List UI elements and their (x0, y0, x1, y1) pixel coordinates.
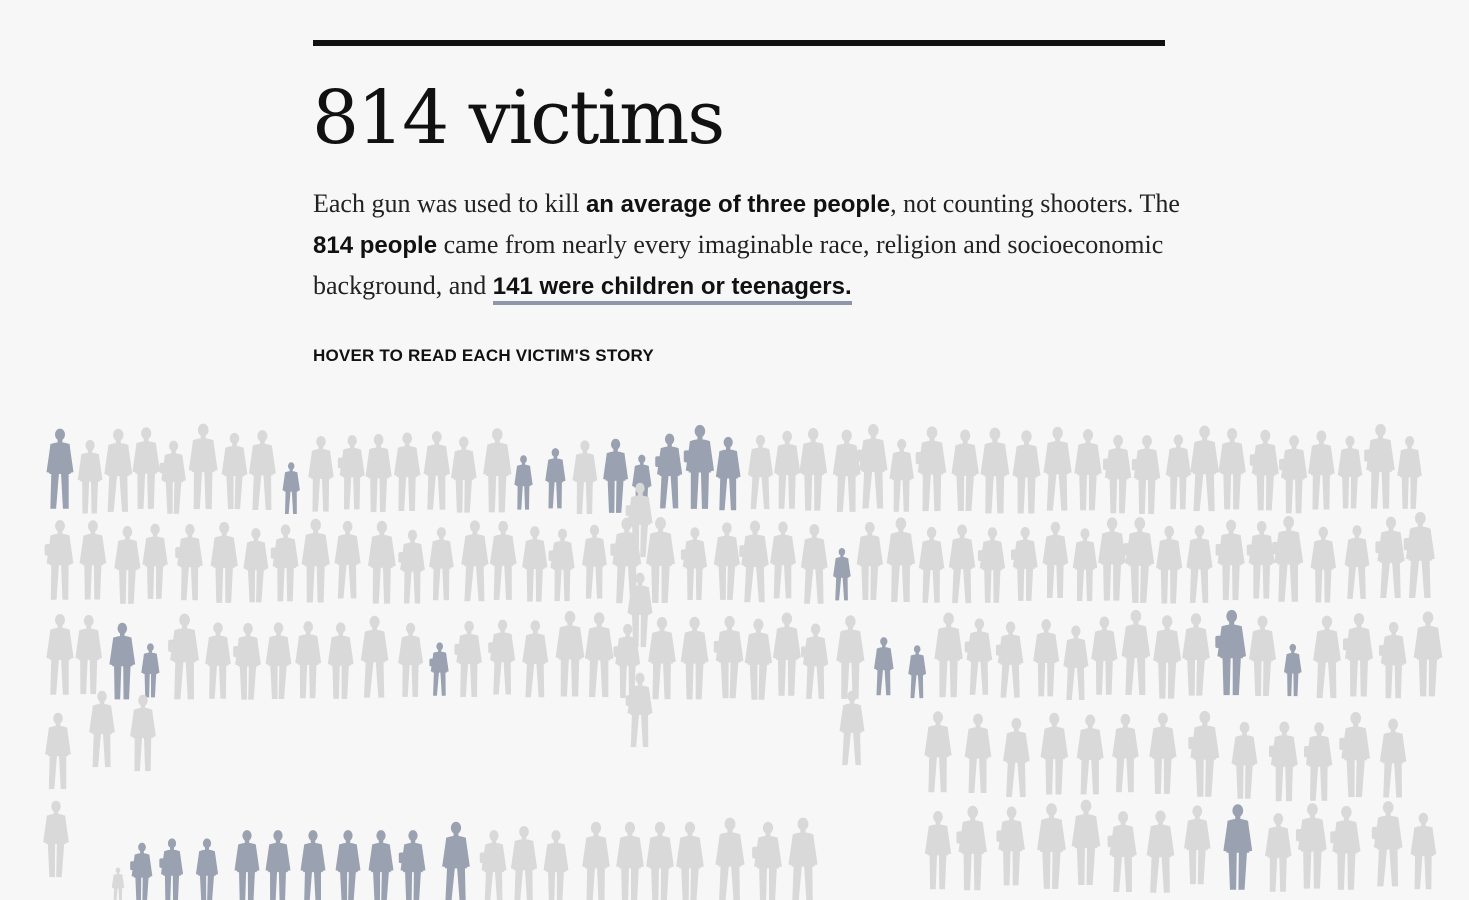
victim-figure[interactable] (235, 830, 260, 900)
victim-figure[interactable] (1250, 430, 1279, 511)
victim-figure[interactable] (308, 436, 333, 512)
victim-figure[interactable] (949, 524, 975, 603)
victim-figure[interactable] (1153, 615, 1181, 698)
victim-figure[interactable] (996, 807, 1024, 886)
victim-figure[interactable] (159, 838, 183, 900)
victim-figure[interactable] (833, 430, 861, 512)
intro-bold-people: 814 people (313, 232, 438, 259)
victim-figure[interactable] (1184, 805, 1211, 884)
victim-figure[interactable] (833, 548, 851, 600)
victim-figure[interactable] (919, 527, 945, 603)
intro-bold-average: an average of three people (585, 191, 891, 218)
victim-figure[interactable] (924, 711, 951, 792)
victim-figure[interactable] (801, 624, 828, 699)
victim-figure[interactable] (522, 620, 548, 697)
victim-figure[interactable] (130, 695, 156, 771)
victim-figure[interactable] (1108, 811, 1137, 892)
victim-figure[interactable] (488, 620, 515, 695)
victim-figure[interactable] (1380, 719, 1407, 798)
victim-figure[interactable] (1339, 712, 1370, 797)
victim-figure[interactable] (1190, 426, 1219, 512)
victim-figure[interactable] (646, 517, 675, 603)
victim-figure[interactable] (361, 616, 389, 698)
victim-figure[interactable] (887, 517, 915, 602)
victim-figure[interactable] (1338, 436, 1363, 509)
victim-figure[interactable] (301, 830, 326, 900)
victim-figure[interactable] (799, 428, 827, 511)
victim-figure[interactable] (130, 843, 152, 900)
victim-figure[interactable] (1122, 610, 1151, 695)
victim-figure[interactable] (1112, 714, 1138, 792)
victim-figure[interactable] (1313, 616, 1341, 699)
victim-figure[interactable] (1364, 424, 1395, 509)
victim-figure[interactable] (1404, 512, 1435, 598)
victim-figure[interactable] (965, 714, 992, 793)
victim-figure[interactable] (429, 527, 454, 600)
victim-figure[interactable] (655, 434, 682, 509)
victim-figure[interactable] (368, 521, 396, 604)
victim-figure[interactable] (338, 435, 365, 509)
victim-figure[interactable] (773, 613, 801, 696)
victim-figure[interactable] (996, 622, 1023, 698)
victim-figure[interactable] (43, 801, 69, 877)
victim-figure[interactable] (573, 440, 598, 514)
victim-figure[interactable] (556, 611, 585, 697)
victim-figure[interactable] (175, 524, 202, 600)
victim-figure[interactable] (603, 439, 628, 513)
victim-figure[interactable] (648, 617, 676, 699)
victim-figure[interactable] (582, 525, 607, 599)
intro-paragraph (313, 184, 1193, 307)
victim-figure[interactable] (801, 524, 828, 604)
victim-figure[interactable] (1182, 613, 1210, 695)
victim-figure[interactable] (978, 527, 1005, 603)
victim-figure[interactable] (1372, 801, 1403, 886)
page-title: 814 victims (312, 75, 724, 161)
victim-figure[interactable] (1304, 722, 1332, 801)
victim-figure[interactable] (243, 528, 268, 602)
victim-figure[interactable] (142, 524, 167, 599)
victim-figure[interactable] (1379, 622, 1407, 698)
victim-figure[interactable] (424, 431, 450, 509)
victim-figure[interactable] (1166, 435, 1191, 510)
victim-figure[interactable] (451, 437, 477, 513)
victim-figure[interactable] (1296, 803, 1327, 888)
victim-figure[interactable] (1247, 521, 1275, 599)
victim-figure[interactable] (544, 830, 569, 900)
victim-figure[interactable] (398, 623, 423, 697)
victim-figure[interactable] (514, 455, 532, 509)
victim-figure[interactable] (684, 425, 714, 509)
victim-figure[interactable] (646, 822, 674, 900)
victim-figure[interactable] (839, 691, 864, 765)
victim-figure[interactable] (857, 424, 887, 509)
victim-figure[interactable] (266, 622, 292, 699)
victim-figure[interactable] (211, 522, 238, 603)
victim-figure[interactable] (89, 691, 115, 767)
victim-figure[interactable] (748, 435, 773, 509)
victim-figure[interactable] (1156, 526, 1182, 604)
victim-figure[interactable] (112, 868, 124, 900)
victim-figure[interactable] (1311, 527, 1336, 603)
victim-figure[interactable] (1265, 813, 1291, 892)
victim-figure[interactable] (545, 448, 565, 508)
victim-figure[interactable] (454, 621, 481, 697)
victim-figure[interactable] (965, 618, 993, 694)
victim-figure[interactable] (1343, 613, 1373, 696)
victim-figure[interactable] (1044, 427, 1072, 511)
victim-figure[interactable] (1011, 527, 1038, 601)
victim-figure[interactable] (1330, 806, 1360, 890)
victim-figure[interactable] (302, 519, 330, 603)
victim-figure[interactable] (160, 441, 186, 514)
victim-figure[interactable] (714, 616, 744, 698)
victim-figure[interactable] (934, 613, 963, 698)
victim-figure[interactable] (1077, 714, 1104, 794)
victim-figure[interactable] (189, 424, 218, 510)
victim-figure[interactable] (109, 623, 135, 700)
victim-figure[interactable] (745, 619, 772, 700)
victim-figure[interactable] (1037, 803, 1066, 889)
victim-figure[interactable] (1223, 804, 1252, 890)
victim-figure[interactable] (681, 527, 707, 600)
victim-figure[interactable] (1216, 520, 1245, 601)
victim-figure[interactable] (461, 520, 488, 601)
victim-figure[interactable] (205, 622, 231, 698)
victim-figure[interactable] (1123, 517, 1154, 603)
victim-figure[interactable] (582, 822, 610, 900)
children-teenagers-link[interactable]: 141 were children or teenagers. (493, 273, 852, 305)
victim-figure[interactable] (857, 522, 883, 600)
victim-figure[interactable] (1232, 722, 1258, 799)
victim-figure[interactable] (132, 427, 159, 509)
victim-figure[interactable] (1218, 428, 1245, 509)
victim-figure[interactable] (271, 524, 299, 601)
victim-figure[interactable] (249, 430, 276, 510)
victim-figure[interactable] (1033, 619, 1059, 696)
victim-figure[interactable] (1043, 522, 1069, 598)
victim-figure[interactable] (328, 622, 354, 698)
victim-figure[interactable] (399, 830, 426, 900)
victim-figure[interactable] (46, 614, 73, 695)
intro-text-2: , not counting shooters. The (890, 189, 1180, 218)
victim-figure[interactable] (80, 520, 107, 599)
victim-figure[interactable] (1063, 626, 1088, 700)
victim-figure[interactable] (394, 433, 420, 511)
victim-figure[interactable] (442, 822, 470, 900)
intro-text-3: came from nearly every imaginable race, religion and socioeconomic background, and (313, 230, 1164, 300)
victim-figure[interactable] (480, 830, 507, 900)
victim-figure[interactable] (45, 520, 74, 600)
victim-figure[interactable] (1249, 616, 1276, 696)
victim-figure[interactable] (739, 520, 768, 602)
victim-figure[interactable] (1091, 617, 1117, 695)
victims-crowd[interactable] (0, 380, 1469, 900)
victim-figure[interactable] (925, 811, 951, 889)
victim-figure[interactable] (1269, 721, 1298, 801)
victim-figure[interactable] (549, 529, 575, 601)
victim-figure[interactable] (836, 615, 864, 699)
victim-figure[interactable] (398, 530, 425, 604)
victim-figure[interactable] (295, 621, 321, 698)
victim-figure[interactable] (522, 526, 547, 601)
victim-figure[interactable] (336, 830, 361, 900)
victim-figure[interactable] (676, 822, 704, 900)
victim-figure[interactable] (1103, 435, 1131, 514)
victim-figure[interactable] (874, 637, 894, 695)
victim-figure[interactable] (916, 426, 947, 511)
victim-figure[interactable] (1074, 429, 1101, 510)
victim-figure[interactable] (1272, 516, 1303, 602)
victim-figure[interactable] (483, 428, 511, 512)
victim-figure[interactable] (114, 526, 140, 604)
victim-figure[interactable] (78, 440, 103, 514)
victim-figure[interactable] (1186, 525, 1212, 603)
victim-figure[interactable] (511, 826, 537, 900)
victim-figure[interactable] (1279, 435, 1307, 513)
victim-figure[interactable] (104, 429, 132, 512)
victim-figure[interactable] (714, 522, 740, 600)
top-rule (313, 40, 1165, 46)
victim-figure[interactable] (1003, 718, 1030, 797)
victim-figure[interactable] (168, 614, 199, 700)
victim-figure[interactable] (369, 830, 394, 900)
victim-figure[interactable] (770, 522, 796, 599)
victim-figure[interactable] (889, 439, 914, 512)
victim-figure[interactable] (980, 428, 1009, 514)
victim-figure[interactable] (196, 838, 218, 900)
victim-figure[interactable] (1215, 610, 1246, 695)
victim-figure[interactable] (490, 521, 517, 600)
victim-figure[interactable] (233, 623, 261, 700)
victim-figure[interactable] (715, 818, 744, 900)
victim-figure[interactable] (616, 822, 644, 900)
victim-figure[interactable] (266, 830, 291, 900)
victim-figure[interactable] (1397, 436, 1422, 509)
victim-figure[interactable] (951, 429, 978, 511)
victim-figure[interactable] (1345, 525, 1370, 599)
victim-figure[interactable] (47, 429, 74, 509)
victim-figure[interactable] (1072, 800, 1101, 885)
victim-figure[interactable] (1147, 810, 1175, 892)
victim-figure[interactable] (75, 615, 102, 694)
victim-figure[interactable] (788, 818, 817, 900)
victim-figure[interactable] (1013, 430, 1041, 513)
victim-figure[interactable] (681, 617, 709, 700)
victim-figure[interactable] (752, 822, 782, 900)
victim-figure[interactable] (222, 433, 248, 509)
victim-figure[interactable] (1132, 435, 1160, 514)
victim-figure[interactable] (45, 713, 71, 789)
victim-figure[interactable] (283, 462, 300, 514)
victim-figure[interactable] (908, 645, 926, 698)
victim-figure[interactable] (1041, 713, 1068, 795)
victim-figure[interactable] (429, 642, 448, 695)
victim-figure[interactable] (1073, 528, 1098, 601)
victim-figure[interactable] (774, 431, 800, 509)
victim-figure[interactable] (1414, 611, 1443, 696)
hover-instruction: HOVER TO READ EACH VICTIM'S STORY (313, 346, 654, 365)
victim-figure[interactable] (141, 643, 159, 697)
victim-figure[interactable] (1098, 517, 1126, 600)
victim-figure[interactable] (1411, 813, 1437, 889)
victim-figure[interactable] (1149, 713, 1176, 794)
victim-figure[interactable] (585, 612, 614, 697)
victim-figure[interactable] (335, 521, 361, 599)
intro-text-1: Each gun was used to kill (313, 189, 586, 218)
victim-figure[interactable] (716, 437, 741, 510)
victim-figure[interactable] (365, 434, 391, 512)
victim-figure[interactable] (1375, 517, 1404, 598)
victim-figure[interactable] (1284, 644, 1302, 696)
victim-figure[interactable] (1308, 430, 1335, 509)
victim-figure[interactable] (956, 806, 986, 890)
victim-figure[interactable] (1188, 711, 1219, 797)
